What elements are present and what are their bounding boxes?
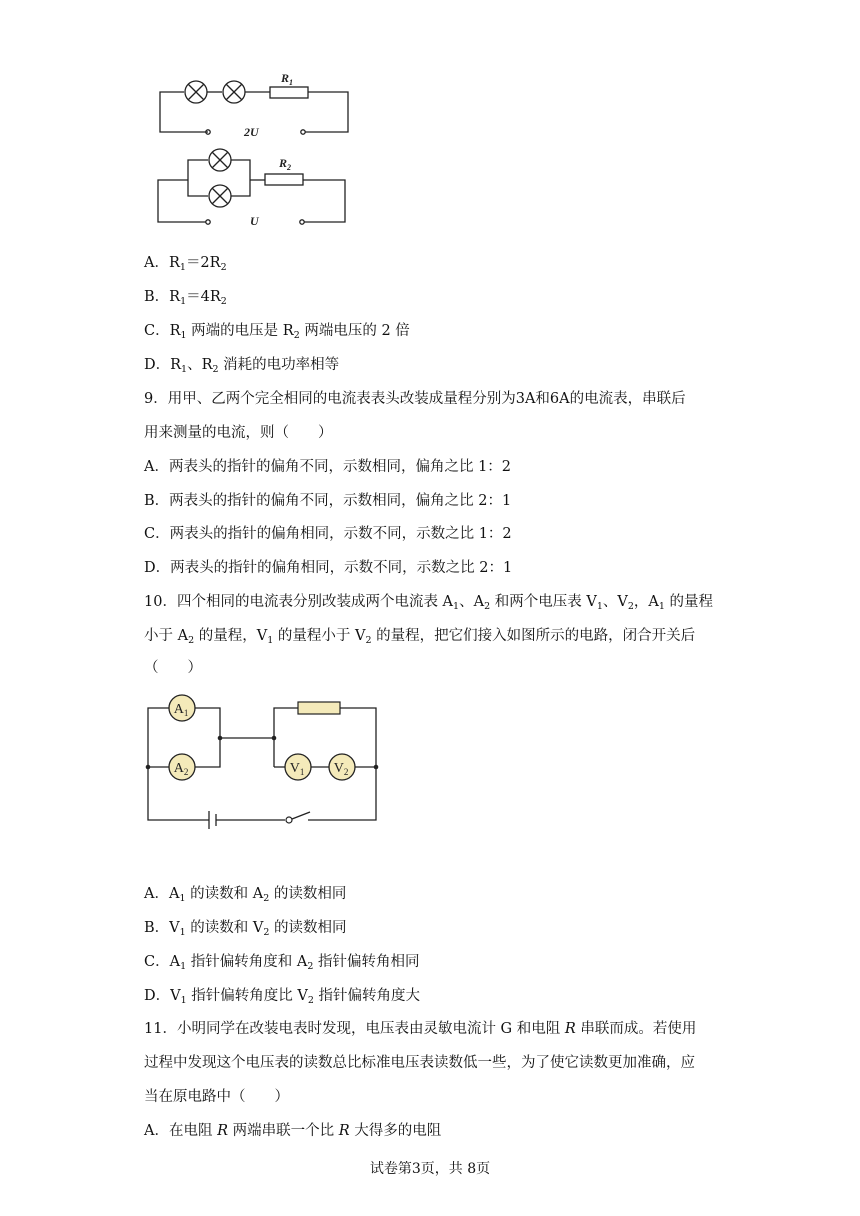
q9-option-c: C．两表头的指针的偏角相同，示数不同，示数之比 1：2 xyxy=(144,526,512,542)
q11-stem-line1: 11．小明同学在改装电表时发现，电压表由灵敏电流计 G 和电阻 R 串联而成。若使用 xyxy=(144,1021,697,1037)
q11-option-a: A．在电阻 R 两端串联一个比 R 大得多的电阻 xyxy=(144,1123,442,1139)
q10-stem-line1: 10．四个相同的电流表分别改装成两个电流表 $A_1$、$A_2$ 和两个电压表 $V_1$、$V_2$，$A_1$ 的量程 xyxy=(144,594,714,612)
q10-option-c: C．$A_1$ 指针偏转角度和 $A_2$ 指针偏转角相同 xyxy=(144,954,420,972)
q11-stem-line3: 当在原电路中（ ） xyxy=(144,1089,289,1105)
circuit-figure-q10 xyxy=(140,690,390,830)
q10-stem-line2: 小于 $A_2$ 的量程，$V_1$ 的量程小于 $V_2$ 的量程，把它们接入如图所示的电路，闭合开关后 xyxy=(144,628,696,646)
voltage-label-2u: 2U xyxy=(244,125,259,139)
q8-option-d: D．$R_1$、$R_2$ 消耗的电功率相等 xyxy=(144,357,340,375)
q10-option-b: B．$V_1$ 的读数和 $V_2$ 的读数相同 xyxy=(144,920,347,938)
q8-option-b: B．$R_1=4R_2$ xyxy=(144,289,227,307)
q9-stem-line1: 9．用甲、乙两个完全相同的电流表表头改装成量程分别为3A和6A的电流表，串联后 xyxy=(144,391,686,407)
q8-option-c: C．$R_1$ 两端的电压是 $R_2$ 两端电压的 2 倍 xyxy=(144,323,410,341)
q8-option-a: A．$R_1=2R_2$ xyxy=(144,255,227,273)
q10-stem-line3: （ ） xyxy=(144,660,202,676)
q9-stem-line2: 用来测量的电流，则（ ） xyxy=(144,425,333,441)
q9-option-d: D．两表头的指针的偏角相同，示数不同，示数之比 2：1 xyxy=(144,560,513,576)
q9-option-a: A．两表头的指针的偏角不同，示数相同，偏角之比 1：2 xyxy=(144,459,512,475)
circuit-figure-q8 xyxy=(150,62,360,232)
q9-option-b: B．两表头的指针的偏角不同，示数相同，偏角之比 2：1 xyxy=(144,493,512,509)
q11-stem-line2: 过程中发现这个电压表的读数总比标准电压表读数低一些，为了使它读数更加准确，应 xyxy=(144,1055,695,1071)
q10-option-d: D．$V_1$ 指针偏转角度比 $V_2$ 指针偏转角度大 xyxy=(144,988,421,1006)
voltmeter-v2-label: $V_2$ xyxy=(333,761,349,777)
voltage-label-u: U xyxy=(250,214,259,228)
q10-option-a: A．$A_1$ 的读数和 $A_2$ 的读数相同 xyxy=(144,886,347,904)
voltmeter-v1-label: $V_1$ xyxy=(289,761,305,777)
r2-label: $R_2$ xyxy=(279,156,292,172)
page-footer: 试卷第3页，共 8页 xyxy=(369,1161,491,1177)
ammeter-a1-label: $A_1$ xyxy=(173,702,189,718)
r1-label: $R_1$ xyxy=(281,71,294,87)
ammeter-a2-label: $A_2$ xyxy=(173,761,189,777)
